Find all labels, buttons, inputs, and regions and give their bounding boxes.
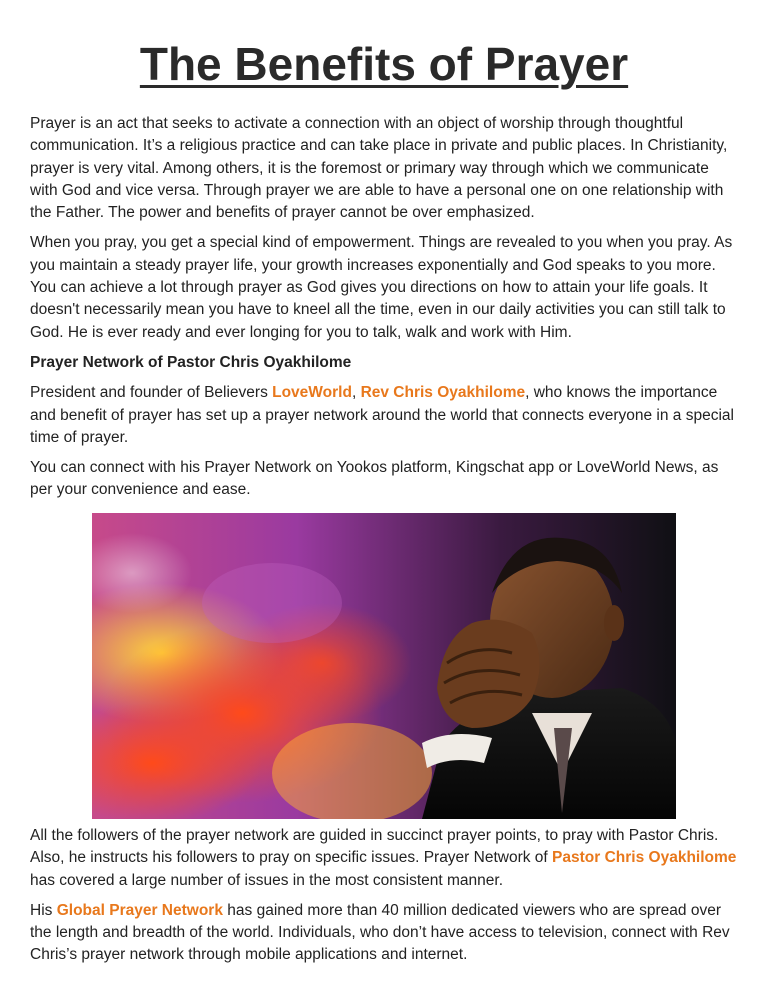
paragraph-intro: Prayer is an act that seeks to activate a connection with an object of worship through thoughtful communication. It’s a religious practice and can take place in private and public places. In Christianity, prayer is very vital. Among others, it is the foremost or primary way through which we communicate with God and vice versa. Through prayer we are able to have a personal one on one relationship with the Father. The power and benefits of prayer cannot be over emphasized.	[30, 115, 728, 222]
paragraph-followers	[30, 825, 740, 892]
section-heading: Prayer Network of Pastor Chris Oyakhilome	[30, 353, 352, 371]
page-title-text: The Benefits of Prayer	[139, 38, 629, 90]
paragraph-global-text-a: His	[30, 901, 57, 919]
pastor-chris-oyakhilome-link[interactable]: Pastor Chris Oyakhilome	[552, 849, 737, 867]
paragraph-founder-text-c: , who knows the importance and benefit of prayer has set up a prayer network around the world that connects everyone in a special time of prayer.	[30, 384, 734, 446]
paragraph-connect: You can connect with his Prayer Network on Yookos platform, Kingschat app or LoveWorld News, as per your convenience and ease.	[30, 459, 719, 499]
paragraph-global	[30, 900, 740, 967]
paragraph-global-text-b: has gained more than 40 million dedicated viewers who are spread over the length and breadth of the world. Individuals, who don’t have access to television, connect with Rev Chris’s prayer network through mobile applications and internet.	[30, 901, 730, 964]
paragraph-followers-text-b: has covered a large number of issues in the most consistent manner.	[30, 871, 503, 889]
paragraph-founder-text-b: ,	[351, 384, 361, 402]
global-prayer-network-link[interactable]: Global Prayer Network	[56, 901, 223, 919]
article-body-bottom	[30, 825, 740, 975]
paragraph-founder-text-a: President and founder of Believers	[30, 384, 273, 402]
article-body-top	[30, 113, 740, 510]
paragraph-founder	[30, 382, 740, 449]
paragraph-followers-text-a: All the followers of the prayer network are guided in succinct prayer points, to pray with Pastor Chris. Also, he instructs his followers to pray on specific issues. Prayer Network of	[30, 827, 719, 867]
photo-illustration	[92, 513, 676, 819]
page-title	[0, 36, 768, 92]
loveworld-link[interactable]: LoveWorld	[272, 384, 352, 402]
pastor-praying-photo	[92, 513, 676, 819]
rev-chris-oyakhilome-link[interactable]: Rev Chris Oyakhilome	[360, 384, 526, 402]
paragraph-empowerment: When you pray, you get a special kind of empowerment. Things are revealed to you when you pray. As you maintain a steady prayer life, your growth increases exponentially and God speaks to you more. You can achieve a lot through prayer as God gives you directions on how to attain your life goals. It doesn't necessarily mean you have to kneel all the time, even in our daily activities you can still talk to God. He is ever ready and ever longing for you to talk, walk and work with Him.	[30, 234, 733, 341]
